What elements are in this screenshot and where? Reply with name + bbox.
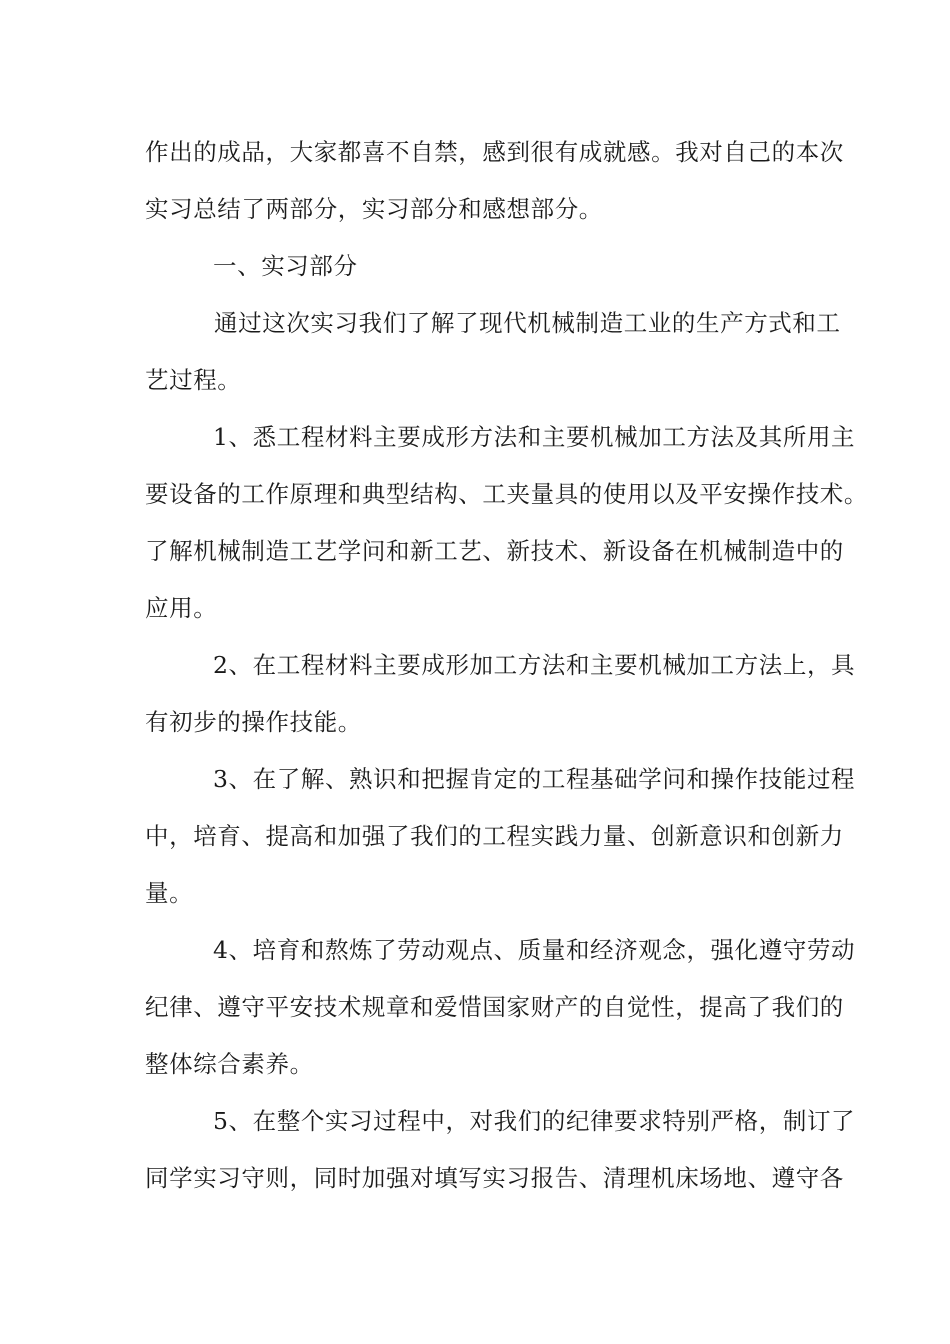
list-item-3-line: 中，培育、提高和加强了我们的工程实践力量、创新意识和创新力 (145, 822, 844, 850)
list-item-5-line: 5、在整个实习过程中，对我们的纪律要求特别严格，制订了 (213, 1107, 856, 1135)
section-heading: 一、实习部分 (213, 252, 358, 280)
list-item-4-line: 纪律、遵守平安技术规章和爱惜国家财产的自觉性，提高了我们的 (145, 993, 844, 1021)
paragraph-line: 艺过程。 (145, 366, 242, 394)
paragraph-line: 通过这次实习我们了解了现代机械制造工业的生产方式和工 (214, 309, 841, 337)
list-item-2-line: 2、在工程材料主要成形加工方法和主要机械加工方法上，具 (213, 651, 856, 679)
list-item-1-line: 了解机械制造工艺学问和新工艺、新技术、新设备在机械制造中的 (145, 537, 844, 565)
list-item-5-line: 同学实习守则，同时加强对填写实习报告、清理机床场地、遵守各 (145, 1164, 844, 1192)
list-item-4-line: 整体综合素养。 (145, 1050, 314, 1078)
list-item-1-line: 要设备的工作原理和典型结构、工夹量具的使用以及平安操作技术。 (145, 480, 868, 508)
paragraph-line: 实习总结了两部分，实习部分和感想部分。 (145, 195, 603, 223)
list-item-2-line: 有初步的操作技能。 (145, 708, 362, 736)
list-item-3-line: 量。 (145, 879, 194, 907)
paragraph-line: 作出的成品，大家都喜不自禁，感到很有成就感。我对自己的本次 (145, 138, 844, 166)
list-item-4-line: 4、培育和熬炼了劳动观点、质量和经济观念，强化遵守劳动 (213, 936, 856, 964)
list-item-1-line: 1、悉工程材料主要成形方法和主要机械加工方法及其所用主 (213, 423, 856, 451)
list-item-3-line: 3、在了解、熟识和把握肯定的工程基础学问和操作技能过程 (213, 765, 856, 793)
list-item-1-line: 应用。 (145, 594, 218, 622)
